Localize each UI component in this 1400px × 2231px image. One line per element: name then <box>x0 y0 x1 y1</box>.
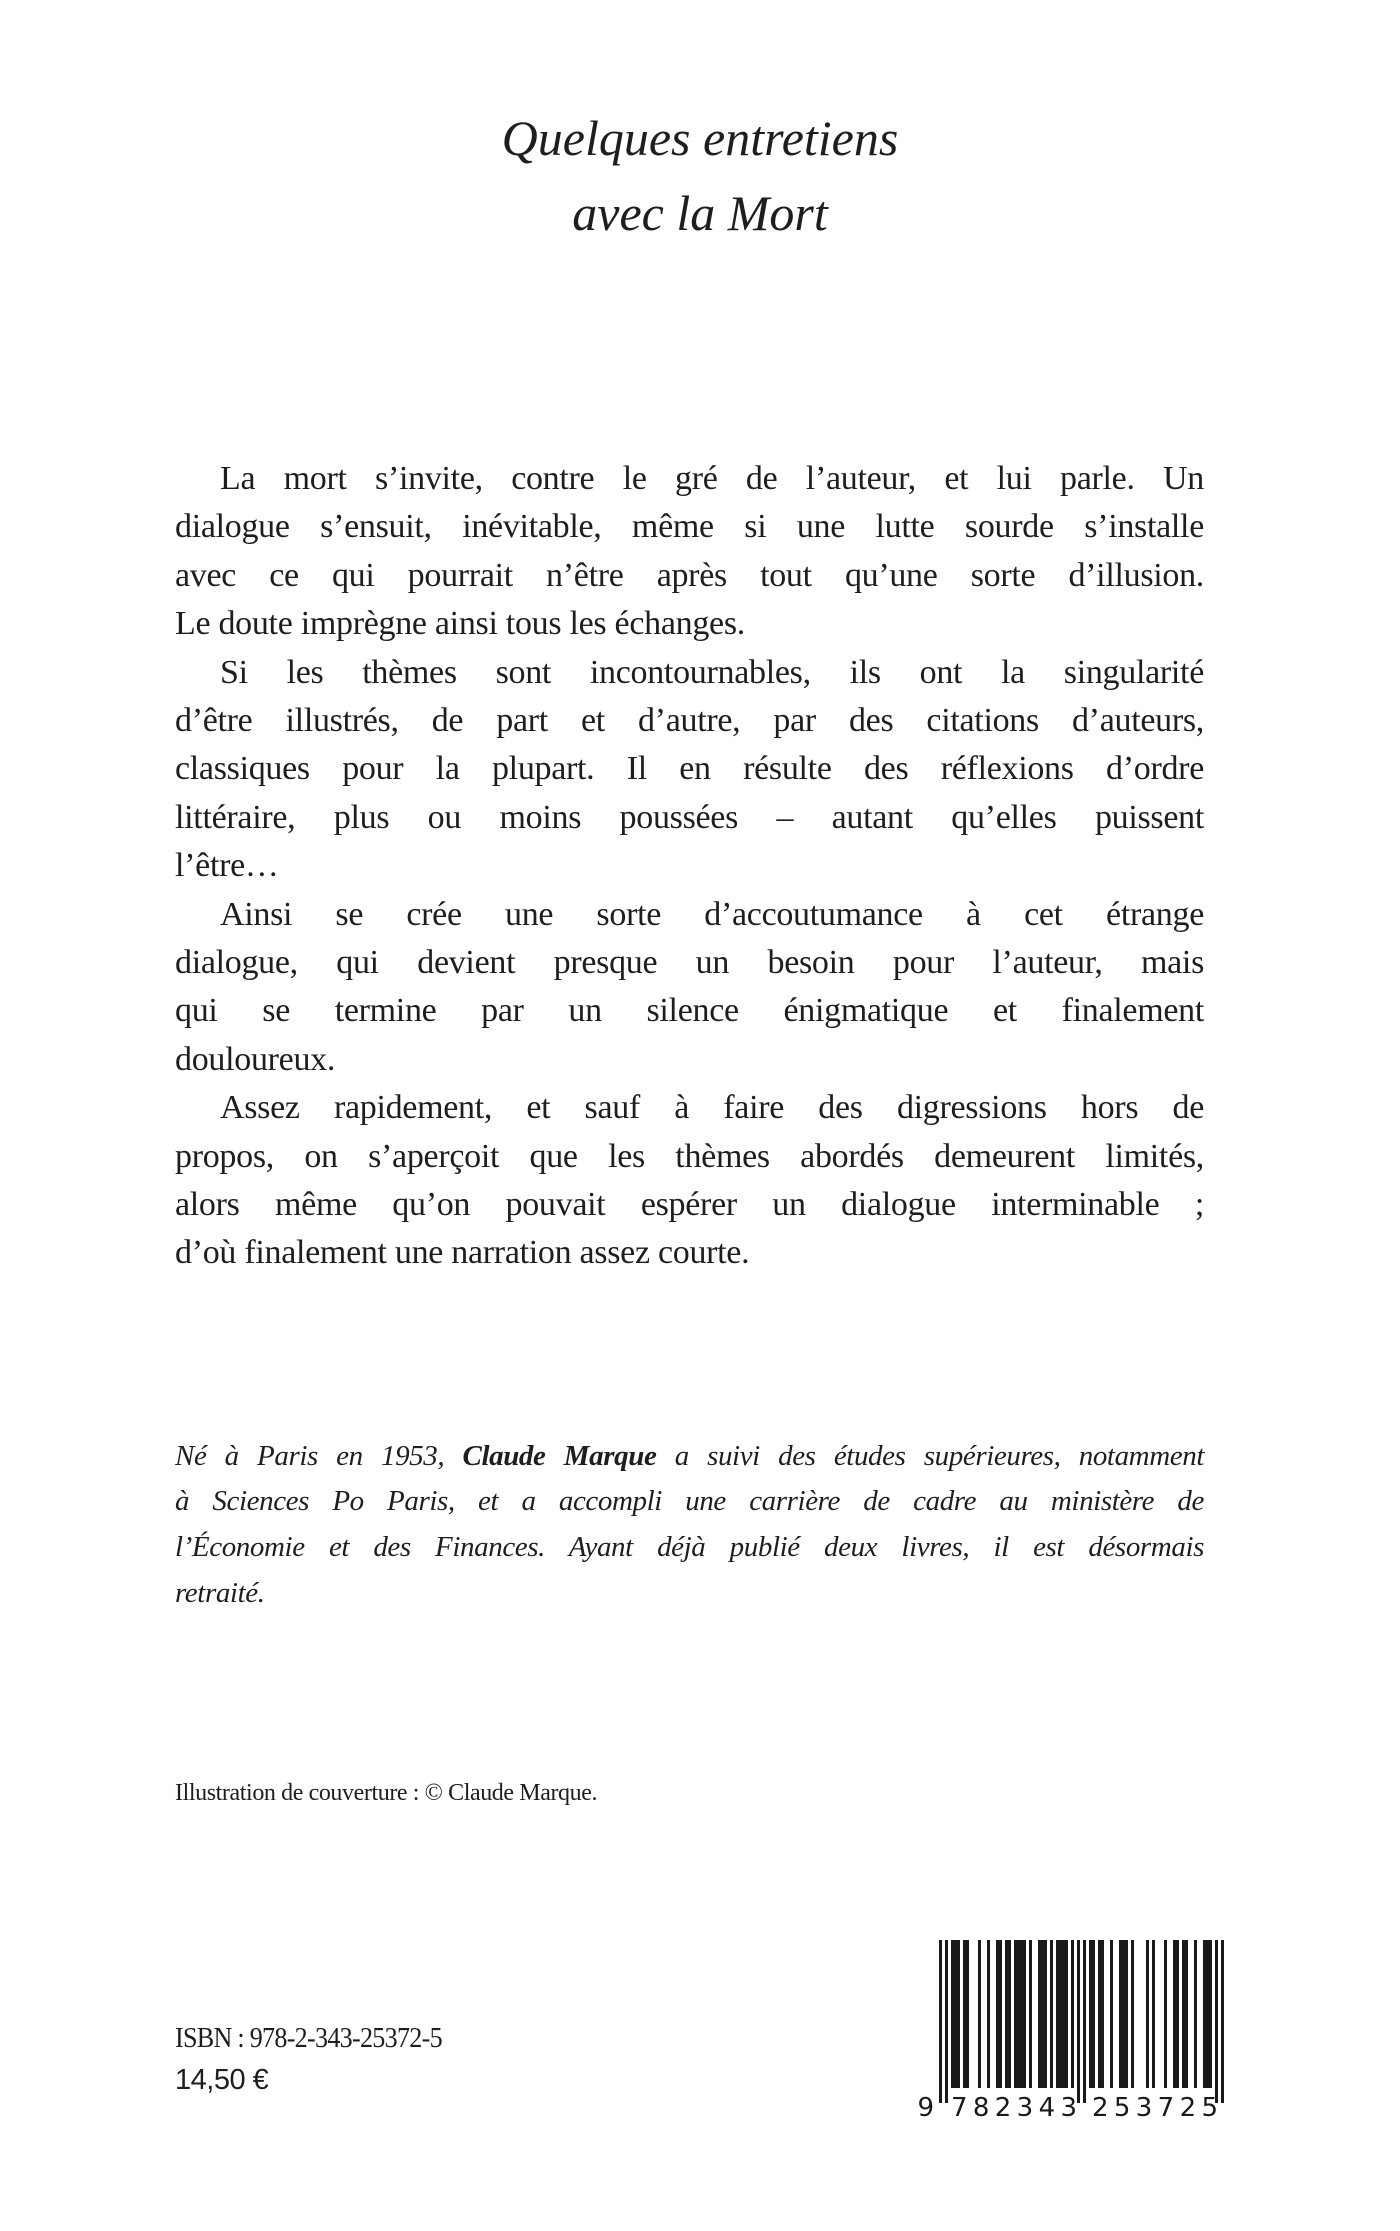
barcode-bar <box>1131 1940 1134 2088</box>
blurb-line: alors même qu’on pouvait espérer un dialogue interminable ; <box>175 1186 1204 1223</box>
blurb-line: Si les thèmes sont incontournables, ils ont la singularité <box>220 653 1204 691</box>
barcode-bar <box>1017 1940 1020 2088</box>
barcode-bar <box>1119 1940 1122 2088</box>
barcode-bar <box>999 1940 1002 2088</box>
blurb-line: douloureux. <box>175 1040 336 1078</box>
barcode-bar <box>1101 1940 1104 2088</box>
book-title-line-1: Quelques entretiens <box>501 110 899 166</box>
isbn: ISBN : 978-2-343-25372-5 <box>175 2022 442 2054</box>
barcode-bar <box>1182 1940 1185 2088</box>
barcode-bar <box>1206 1940 1209 2088</box>
barcode-bar <box>1077 1940 1080 2103</box>
barcode-bar <box>1065 1940 1068 2088</box>
price: 14,50 € <box>175 2064 269 2096</box>
author-name: Claude Marque <box>462 1440 657 1472</box>
barcode-bar <box>1215 1940 1218 2103</box>
barcode-bar <box>1089 1940 1092 2088</box>
barcode-bar <box>1092 1940 1095 2088</box>
bio-line-1 <box>175 1438 1204 1474</box>
barcode-bar <box>1152 1940 1155 2088</box>
blurb-line: Ainsi se crée une sorte d’accoutumance à cet étrange <box>220 895 1204 933</box>
barcode-bar <box>1176 1940 1179 2088</box>
barcode-bar <box>1098 1940 1101 2088</box>
barcode-bar <box>963 1940 966 2088</box>
blurb-line: d’où finalement une narration assez courte. <box>175 1234 750 1272</box>
barcode-bar <box>1029 1940 1032 2088</box>
book-title-line-2: avec la Mort <box>572 185 828 241</box>
blurb-line: littéraire, plus ou moins poussées – autant qu’elles puissent <box>175 798 1204 836</box>
barcode-bar <box>1062 1940 1065 2088</box>
barcode-bar <box>1221 1940 1224 2103</box>
bio-line-4: retraité. <box>175 1577 265 1609</box>
barcode-bar <box>1185 1940 1188 2088</box>
barcode-bar <box>1050 1940 1053 2088</box>
barcode-bar <box>1044 1940 1047 2088</box>
barcode-bar <box>1125 1940 1128 2088</box>
barcode-bar <box>1020 1940 1023 2088</box>
barcode-bar <box>957 1940 960 2088</box>
barcode-bar <box>1038 1940 1041 2088</box>
barcode-digits: 253725 <box>1092 2093 1218 2123</box>
barcode-bar <box>1083 1940 1086 2103</box>
blurb-line: dialogue, qui devient presque un besoin pour l’auteur, mais <box>175 944 1204 981</box>
barcode-bar <box>954 1940 957 2088</box>
barcode-bar <box>1122 1940 1125 2088</box>
barcode-bar <box>1194 1940 1197 2088</box>
barcode-bar <box>1014 1940 1017 2088</box>
barcode-bar <box>1164 1940 1167 2088</box>
bio-line-3: l’Économie et des Finances. Ayant déjà publié deux livres, il est désormais <box>175 1531 1204 1563</box>
bio-line-2: à Sciences Po Paris, et a accompli une carrière de cadre au ministère de <box>175 1485 1204 1517</box>
barcode-bar <box>1110 1940 1113 2088</box>
blurb-line: La mort s’invite, contre le gré de l’auteur, et lui parle. Un <box>220 460 1204 497</box>
blurb-line: Assez rapidement, et sauf à faire des digressions hors de <box>220 1089 1204 1127</box>
barcode-bar <box>1059 1940 1062 2088</box>
barcode-bar <box>1146 1940 1149 2088</box>
barcode-bar <box>996 1940 999 2088</box>
barcode-bar <box>945 1940 948 2103</box>
barcode-bar <box>1056 1940 1059 2088</box>
barcode-bar <box>1203 1940 1206 2088</box>
barcode-bar <box>951 1940 954 2088</box>
barcode-bar <box>1071 1940 1074 2088</box>
barcode-digits: 9 <box>917 2093 934 2123</box>
blurb-line: dialogue s’ensuit, inévitable, même si une lutte sourde s’installe <box>175 508 1204 546</box>
barcode-bar <box>1041 1940 1044 2088</box>
blurb-line: l’être… <box>175 847 279 885</box>
barcode-bar <box>939 1940 942 2103</box>
blurb-line: Le doute imprègne ainsi tous les échanges. <box>175 605 745 643</box>
blurb-line: avec ce qui pourrait n’être après tout qu’une sorte d’illusion. <box>175 556 1204 594</box>
barcode-bar <box>966 1940 969 2088</box>
illustration-credit: Illustration de couverture : © Claude Marque. <box>175 1780 598 1806</box>
barcode-digits: 782343 <box>951 2093 1077 2123</box>
barcode <box>900 1935 1240 2125</box>
bio-text: Né à Paris en 1953, <box>175 1440 463 1472</box>
bio-text: a suivi des études supérieures, notamment <box>656 1440 1204 1472</box>
barcode-bar <box>1005 1940 1008 2088</box>
blurb-line: qui se termine par un silence énigmatique et finalement <box>175 992 1204 1030</box>
blurb-line: classiques pour la plupart. Il en résulte des réflexions d’ordre <box>175 750 1204 788</box>
barcode-bar <box>1209 1940 1212 2088</box>
barcode-bar <box>1173 1940 1176 2088</box>
blurb-line: propos, on s’aperçoit que les thèmes abordés demeurent limités, <box>175 1137 1204 1175</box>
barcode-bar <box>987 1940 990 2088</box>
barcode-bar <box>978 1940 981 2088</box>
blurb-line: d’être illustrés, de part et d’autre, par des citations d’auteurs, <box>175 702 1204 739</box>
barcode-bar <box>1023 1940 1026 2088</box>
barcode-bar <box>1008 1940 1011 2088</box>
